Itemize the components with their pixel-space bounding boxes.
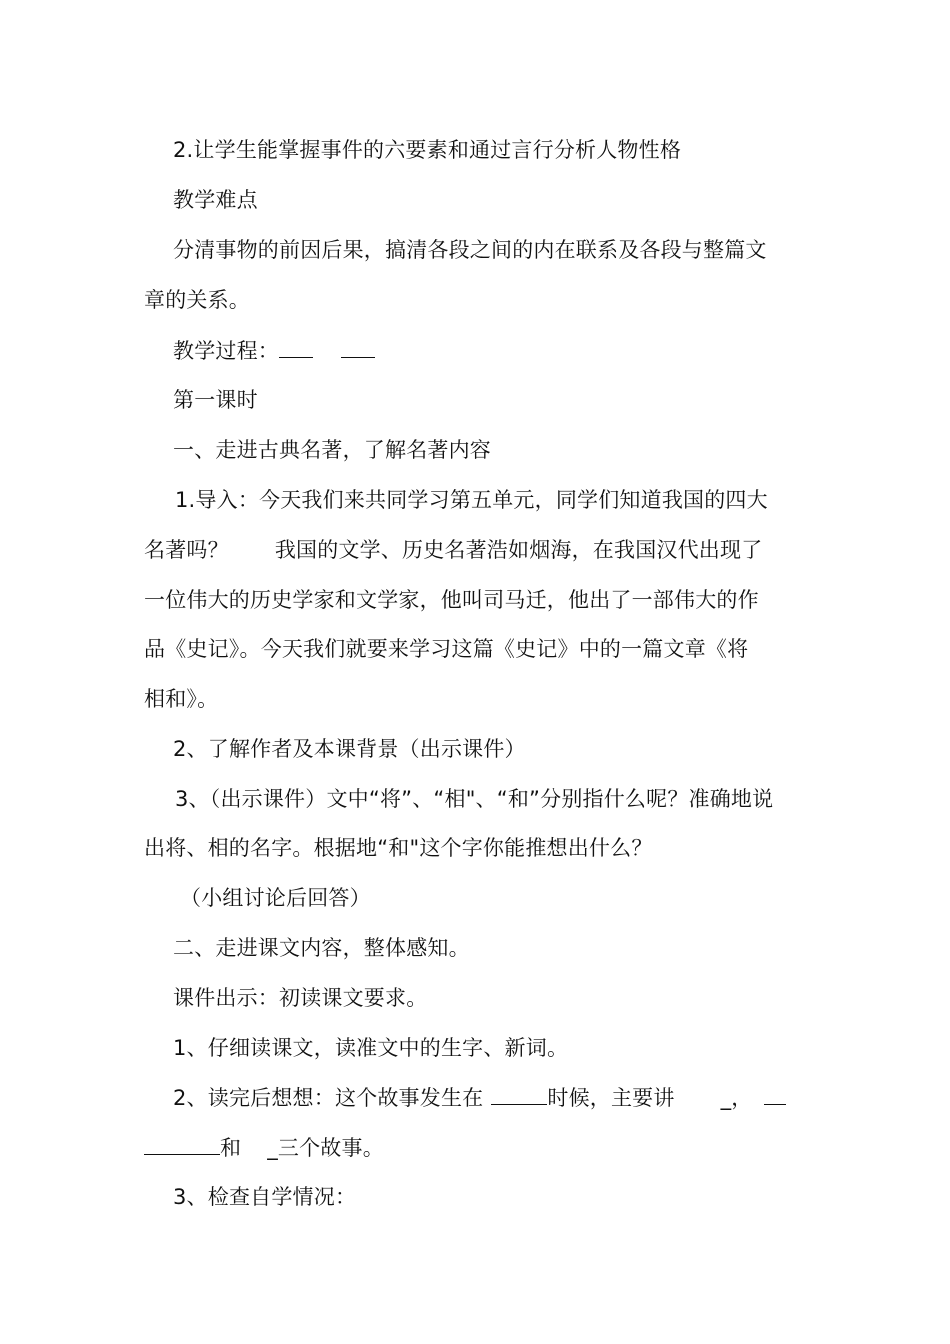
process-line <box>144 337 843 364</box>
requirement-2-line-1 <box>144 1084 843 1111</box>
section-1-heading: 一、走进古典名著，了解名著内容 <box>173 438 491 462</box>
courseware-label: 课件出示：初读课文要求。 <box>173 986 428 1010</box>
difficulty-text-line-2: 章的关系。 <box>144 288 250 312</box>
requirement-2-middle: 时候，主要讲 <box>547 1086 675 1110</box>
requirement-1: 1、仔细读课文，读准文中的生字、新词。 <box>173 1036 569 1060</box>
objective-2: 2.让学生能掌握事件的六要素和通过言行分析人物性格 <box>173 138 682 162</box>
section-2-heading: 二、走进课文内容，整体感知。 <box>173 936 470 960</box>
intro-statement: 我国的文学、历史名著浩如烟海，在我国汉代出现了 <box>274 538 763 562</box>
group-discussion-note: （小组讨论后回答） <box>180 886 371 910</box>
fill-blank <box>144 1134 220 1155</box>
requirement-2-prefix: 2、读完后想想：这个故事发生在 <box>173 1086 484 1110</box>
fill-blank <box>764 1084 786 1105</box>
intro-line-5: 相和》。 <box>144 687 219 711</box>
requirement-2-suffix: _三个故事。 <box>267 1136 384 1160</box>
process-label: 教学过程： <box>173 339 279 363</box>
intro-line-1: 1.导入：今天我们来共同学习第五单元，同学们知道我国的四大 <box>175 488 768 512</box>
intro-line-2 <box>144 537 814 563</box>
fill-blank <box>341 337 375 358</box>
intro-line-4: 品《史记》。今天我们就要来学习这篇《史记》中的一篇文章《将 <box>144 637 749 661</box>
requirement-2-sep: _， <box>720 1086 753 1110</box>
fill-blank <box>491 1084 547 1105</box>
difficulty-text-line-1: 分清事物的前因后果，搞清各段之间的内在联系及各段与整篇文 <box>173 238 767 262</box>
fill-blank <box>279 337 313 358</box>
lesson-label: 第一课时 <box>173 388 258 412</box>
difficulty-heading: 教学难点 <box>173 188 258 212</box>
requirement-2-line-2 <box>144 1134 814 1161</box>
item-3-line-1: 3、（出示课件）文中“将”、“相"、“和”分别指什么呢？准确地说 <box>175 787 774 811</box>
item-2: 2、了解作者及本课背景（出示课件） <box>173 737 526 761</box>
intro-question: 名著吗？ <box>144 538 229 562</box>
requirement-2-and: 和 <box>220 1136 242 1160</box>
intro-line-3: 一位伟大的历史学家和文学家，他叫司马迁，他出了一部伟大的作 <box>144 588 759 612</box>
requirement-3: 3、检查自学情况： <box>173 1185 357 1209</box>
item-3-line-2: 出将、相的名字。根据地“和"这个字你能推想出什么？ <box>144 836 653 860</box>
